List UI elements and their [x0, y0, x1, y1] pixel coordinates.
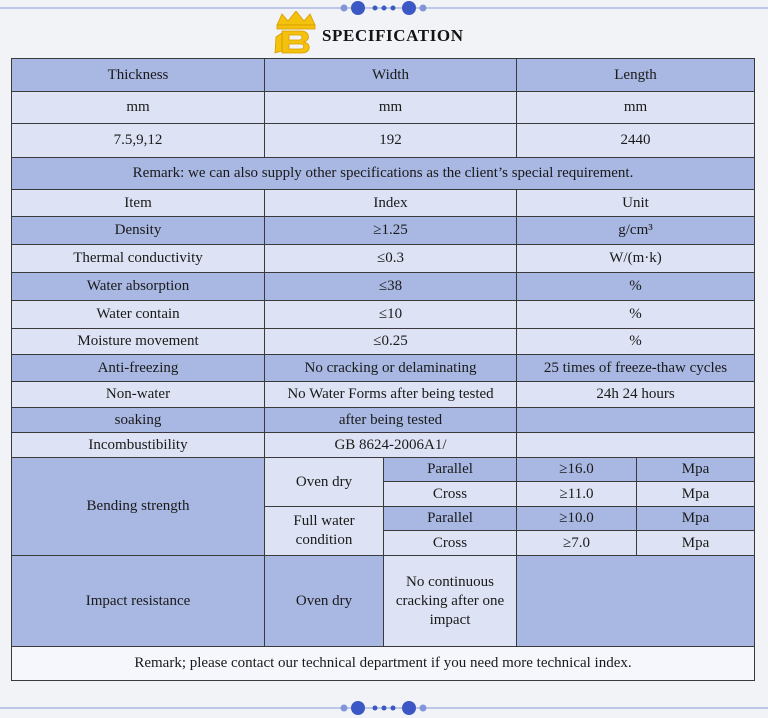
top-dot-divider-icon [0, 0, 768, 18]
divider-dot [391, 6, 396, 11]
remark-top: Remark: we can also supply other specifications as the client’s special requirement. [12, 158, 755, 190]
specification-table [11, 58, 755, 681]
width-value: 192 [265, 124, 517, 158]
bottom-dot-divider-icon [0, 698, 768, 718]
bending-value: ≥7.0 [517, 531, 637, 556]
bending-direction: Parallel [384, 458, 517, 482]
property-unit [517, 408, 755, 433]
divider-dot [341, 5, 348, 12]
divider-dot [382, 6, 387, 11]
length-header: Length [517, 59, 755, 92]
property-index: No cracking or delaminating [265, 355, 517, 382]
impact-result: No continuous cracking after one impact [384, 556, 517, 647]
dimension-value-row [12, 124, 755, 158]
property-item: Water absorption [12, 273, 265, 301]
bending-unit: Mpa [637, 507, 755, 531]
bending-direction: Cross [384, 482, 517, 507]
bending-value: ≥11.0 [517, 482, 637, 507]
bending-row [12, 458, 755, 482]
divider-dot [402, 1, 416, 15]
divider-dot [341, 705, 348, 712]
property-item: Density [12, 217, 265, 245]
logo-crown [277, 11, 315, 25]
impact-label: Impact resistance [12, 556, 265, 647]
item-header: Item [12, 190, 265, 217]
table-row [12, 301, 755, 329]
thickness-unit: mm [12, 92, 265, 124]
divider-dot [373, 6, 378, 11]
width-unit: mm [265, 92, 517, 124]
property-item: Moisture movement [12, 329, 265, 355]
property-index: after being tested [265, 408, 517, 433]
property-item: Water contain [12, 301, 265, 329]
property-unit: W/(m·k) [517, 245, 755, 273]
bending-strength-label: Bending strength [12, 458, 265, 556]
property-unit: 24h 24 hours [517, 382, 755, 408]
property-index: ≤10 [265, 301, 517, 329]
bending-unit: Mpa [637, 531, 755, 556]
divider-dot [373, 706, 378, 711]
logo-wing-left [275, 33, 282, 53]
bending-direction: Cross [384, 531, 517, 556]
divider-dot [420, 5, 427, 12]
property-item: Anti-freezing [12, 355, 265, 382]
property-item: Incombustibility [12, 433, 265, 458]
remark-bottom-row [12, 647, 755, 681]
dimension-header-row [12, 59, 755, 92]
divider-dot [351, 1, 365, 15]
bending-value: ≥10.0 [517, 507, 637, 531]
divider-dot [402, 701, 416, 715]
impact-row [12, 556, 755, 647]
property-unit: % [517, 329, 755, 355]
table-row [12, 217, 755, 245]
property-index: ≥1.25 [265, 217, 517, 245]
property-item: Non-water [12, 382, 265, 408]
logo-body [282, 31, 309, 53]
impact-condition: Oven dry [265, 556, 384, 647]
table-row [12, 355, 755, 382]
thickness-value: 7.5,9,12 [12, 124, 265, 158]
property-index: ≤0.3 [265, 245, 517, 273]
divider-dot [420, 705, 427, 712]
property-unit: g/cm³ [517, 217, 755, 245]
property-unit: % [517, 273, 755, 301]
length-value: 2440 [517, 124, 755, 158]
bending-direction: Parallel [384, 507, 517, 531]
property-unit [517, 433, 755, 458]
property-index: ≤38 [265, 273, 517, 301]
brand-logo-icon [274, 11, 318, 54]
bending-unit: Mpa [637, 458, 755, 482]
bending-unit: Mpa [637, 482, 755, 507]
divider-dot [391, 706, 396, 711]
property-header-row [12, 190, 755, 217]
page-title: SPECIFICATION [322, 26, 464, 45]
property-index: ≤0.25 [265, 329, 517, 355]
unit-header: Unit [517, 190, 755, 217]
table-row [12, 433, 755, 458]
index-header: Index [265, 190, 517, 217]
thickness-header: Thickness [12, 59, 265, 92]
property-unit: % [517, 301, 755, 329]
table-row [12, 329, 755, 355]
divider-dot [351, 701, 365, 715]
table-row [12, 408, 755, 433]
remark-bottom: Remark; please contact our technical department if you need more technical index. [12, 647, 755, 681]
property-index: GB 8624-2006A1/ [265, 433, 517, 458]
table-row [12, 245, 755, 273]
divider-dot [382, 706, 387, 711]
length-unit: mm [517, 92, 755, 124]
logo-band [277, 25, 315, 29]
dimension-unit-row [12, 92, 755, 124]
bending-value: ≥16.0 [517, 458, 637, 482]
table-row [12, 273, 755, 301]
property-index: No Water Forms after being tested [265, 382, 517, 408]
impact-empty-cell [517, 556, 755, 647]
table-row [12, 382, 755, 408]
width-header: Width [265, 59, 517, 92]
bending-condition: Oven dry [265, 458, 384, 507]
property-unit: 25 times of freeze-thaw cycles [517, 355, 755, 382]
remark-top-row [12, 158, 755, 190]
bending-condition: Full water condition [265, 507, 384, 556]
property-item: Thermal conductivity [12, 245, 265, 273]
property-item: soaking [12, 408, 265, 433]
